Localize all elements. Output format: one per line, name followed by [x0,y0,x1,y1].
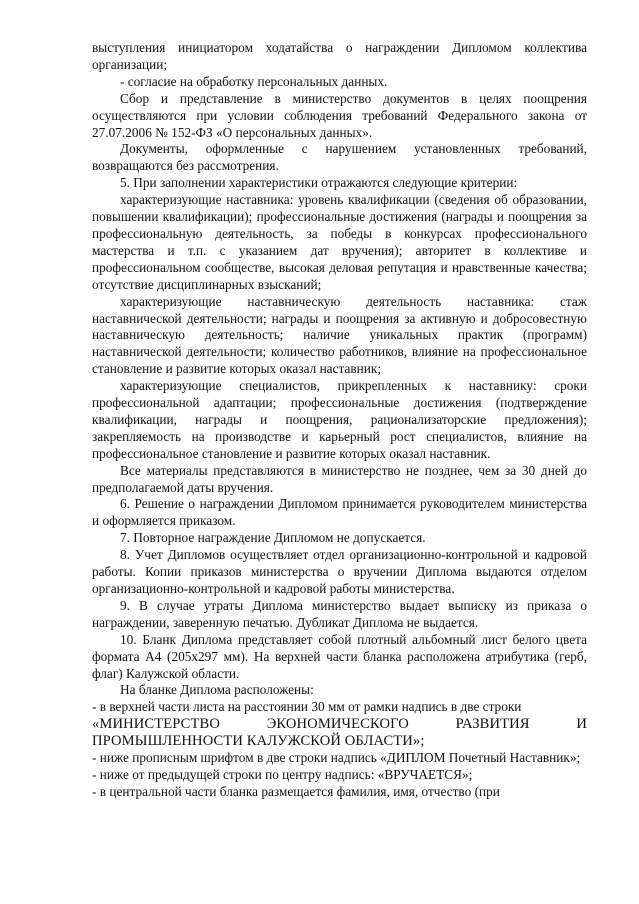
paragraph: выступления инициатором ходатайства о награждении Дипломом коллектива организации; [92,40,587,72]
paragraph: - согласие на обработку персональных данных. [120,73,388,89]
list-item: - в центральной части бланка размещается фамилия, имя, отчество (при [92,783,500,799]
list-item: - в верхней части листа на расстоянии 30 мм от рамки надпись в две строки [92,699,522,715]
paragraph: характеризующие специалистов, прикрепленных к наставнику: сроки профессиональной адаптации; профессиональные достижения (подтверждение квалификации, награды и поощрения, рационализаторские предложения); закрепляемость на производстве и карьерный рост специалистов, влияние на профессиональное становление и развитие которых оказал наставник. [92,378,587,461]
list-item: - ниже прописным шрифтом в две строки надпись «ДИПЛОМ Почетный Наставник»; [92,750,581,766]
paragraph: характеризующие наставническую деятельность наставника: стаж наставнической деятельности; награды и поощрения за активную и добросовестную наставническую деятельность; наличие уникальных практик (программ) наставнической деятельности; количество работников, влияние на профессиональное становление и развитие которых оказал наставник; [92,293,587,377]
paragraph: 5. При заполнении характеристики отражаются следующие критерии: [120,175,518,191]
paragraph: Сбор и представление в министерство документов в целях поощрения осуществляются при условии соблюдения требований Федерального закона от 27.07.2006 № 152-ФЗ «О персональных данных». [92,90,587,140]
paragraph: Документы, оформленные с нарушением установленных требований, возвращаются без рассмотрения. [92,141,587,174]
paragraph: 8. Учет Дипломов осуществляет отдел организационно-контрольной и кадровой работы. Копии приказов министерства о вручении Диплома выдаются отделом организационно-контрольной и кадровой работы министерства. [92,547,587,596]
paragraph: 9. В случае утраты Диплома министерство выдает выписку из приказа о награждении, заверенную печатью. Дубликат Диплома не выдается. [92,597,587,630]
paragraph: 6. Решение о награждении Дипломом принимается руководителем министерства и оформляется приказом. [92,496,587,529]
paragraph: характеризующие наставника: уровень квалификации (сведения об образовании, повышении квалификации); профессиональные достижения (награды и поощрения за профессиональную деятельность, за победы в конкурсах профессионального мастерства и т.п. с указанием дат вручения); авторитет в коллективе и профессиональном сообществе, высокая деловая репутация и нравственные качества; отсутствие дисциплинарных взысканий; [92,192,587,292]
paragraph: Все материалы представляются в министерство не позднее, чем за 30 дней до предполагаемой даты вручения. [92,462,587,495]
paragraph: 10. Бланк Диплома представляет собой плотный альбомный лист белого цвета формата А4 (205х297 мм). На верхней части бланка расположена атрибутика (герб, флаг) Калужской области. [92,631,587,681]
paragraph: На бланке Диплома расположены: [120,682,314,698]
paragraph: 7. Повторное награждение Дипломом не допускается. [120,530,426,546]
document-page [92,40,587,801]
ministry-caption: «МИНИСТЕРСТВО ЭКОНОМИЧЕСКОГО РАЗВИТИЯ И ПРОМЫШЛЕННОСТИ КАЛУЖСКОЙ ОБЛАСТИ»; [92,716,587,750]
list-item: - ниже от предыдущей строки по центру надпись: «ВРУЧАЕТСЯ»; [92,766,473,782]
